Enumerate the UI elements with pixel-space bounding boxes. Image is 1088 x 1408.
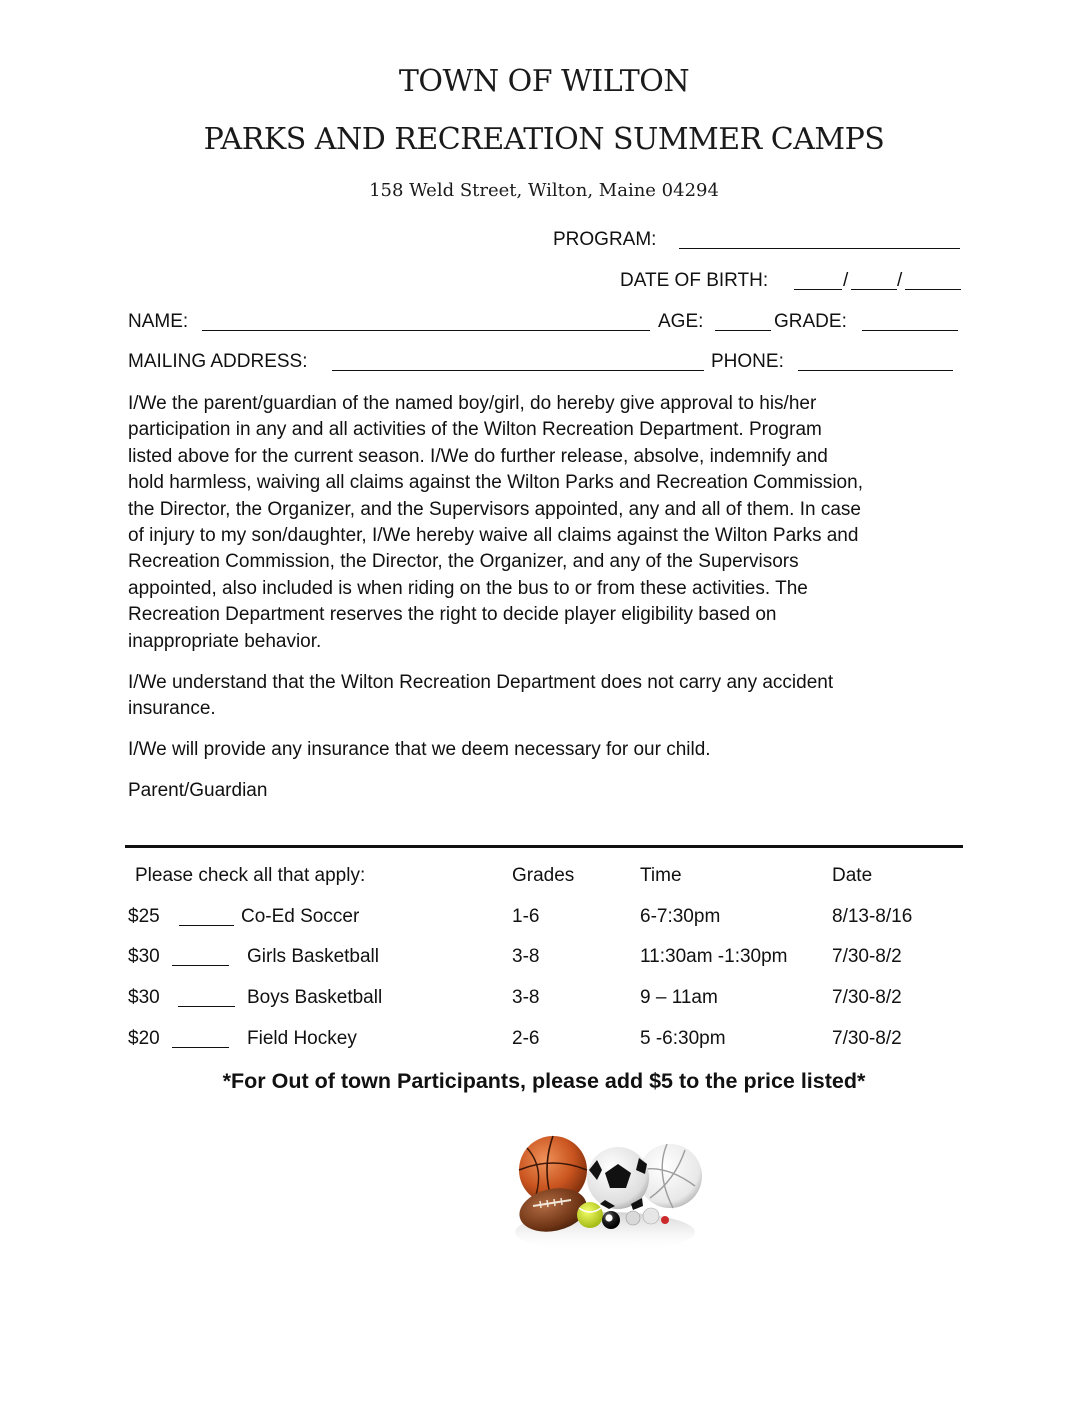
date-header: Date (832, 865, 873, 886)
program-checkbox-field[interactable] (172, 965, 229, 966)
program-grades: 2-6 (512, 1028, 540, 1049)
mailing-address-field[interactable] (332, 370, 704, 371)
name-field[interactable] (202, 330, 650, 331)
program-date: 7/30-8/2 (832, 987, 902, 1008)
program-name: Field Hockey (247, 1028, 357, 1049)
sports-balls-icon (505, 1120, 710, 1255)
signature-line[interactable] (125, 845, 963, 848)
waiver-line: listed above for the current season. I/We do further release, absolve, indemnify and (128, 445, 828, 467)
dob-day-field[interactable] (851, 289, 897, 290)
dob-separator: / (897, 270, 903, 291)
program-time: 6-7:30pm (640, 906, 721, 927)
program-price: $30 (128, 946, 160, 967)
camps-title: PARKS AND RECREATION SUMMER CAMPS (203, 122, 885, 157)
time-header: Time (640, 865, 682, 886)
waiver-line: appointed, also included is when riding on the bus to or from these activities. The (128, 577, 808, 599)
waiver-line: Recreation Commission, the Director, the Organizer, and any of the Supervisors (128, 551, 799, 573)
dob-separator: / (843, 270, 849, 291)
waiver-line: participation in any and all activities of the Wilton Recreation Department. Program (128, 419, 822, 441)
address-line: 158 Weld Street, Wilton, Maine 04294 (369, 180, 719, 201)
program-checkbox-field[interactable] (179, 925, 234, 926)
program-label: PROGRAM: (553, 229, 657, 250)
name-label: NAME: (128, 311, 189, 332)
grade-label: GRADE: (774, 311, 847, 332)
program-date: 7/30-8/2 (832, 1028, 902, 1049)
age-label: AGE: (658, 311, 704, 332)
program-price: $30 (128, 987, 160, 1008)
waiver-line: of injury to my son/daughter, I/We hereby waive all claims against the Wilton Parks and (128, 525, 859, 547)
out-of-town-notice: *For Out of town Participants, please add $5 to the price listed* (222, 1069, 866, 1093)
dob-year-field[interactable] (905, 289, 961, 290)
age-field[interactable] (715, 330, 771, 331)
program-name: Girls Basketball (247, 946, 379, 967)
program-name: Co-Ed Soccer (241, 906, 360, 927)
dob-month-field[interactable] (794, 289, 842, 290)
dob-label: DATE OF BIRTH: (620, 270, 769, 291)
program-grades: 3-8 (512, 946, 540, 967)
waiver-line: inappropriate behavior. (128, 630, 322, 652)
program-time: 9 – 11am (640, 987, 718, 1008)
program-grades: 1-6 (512, 906, 540, 927)
grade-field[interactable] (862, 330, 958, 331)
provide-insurance-text: I/We will provide any insurance that we deem necessary for our child. (128, 739, 711, 760)
program-checkbox-field[interactable] (172, 1047, 229, 1048)
program-date: 7/30-8/2 (832, 946, 902, 967)
program-price: $25 (128, 906, 160, 927)
waiver-line: hold harmless, waiving all claims against the Wilton Parks and Recreation Commission, (128, 472, 863, 494)
insurance-line: I/We understand that the Wilton Recreation Department does not carry any accident (128, 672, 834, 693)
program-checkbox-field[interactable] (178, 1006, 235, 1007)
program-name: Boys Basketball (247, 987, 383, 1008)
insurance-line: insurance. (128, 698, 216, 720)
waiver-line: I/We the parent/guardian of the named boy/girl, do hereby give approval to his/her (128, 393, 817, 414)
grades-header: Grades (512, 865, 575, 886)
program-grades: 3-8 (512, 987, 540, 1008)
parent-guardian-label: Parent/Guardian (128, 780, 268, 801)
program-time: 11:30am -1:30pm (640, 946, 788, 967)
phone-field[interactable] (798, 370, 953, 371)
mailing-address-label: MAILING ADDRESS: (128, 351, 308, 372)
town-title: TOWN OF WILTON (398, 64, 690, 99)
waiver-line: Recreation Department reserves the right to decide player eligibility based on (128, 604, 777, 626)
program-price: $20 (128, 1028, 160, 1049)
waiver-paragraph (128, 391, 960, 655)
program-time: 5 -6:30pm (640, 1028, 726, 1049)
program-date: 8/13-8/16 (832, 906, 913, 927)
insurance-paragraph (128, 670, 960, 723)
program-field[interactable] (679, 248, 960, 249)
check-all-header: Please check all that apply: (135, 865, 366, 886)
phone-label: PHONE: (711, 351, 784, 372)
waiver-line: the Director, the Organizer, and the Supervisors appointed, any and all of them. In case (128, 498, 861, 520)
